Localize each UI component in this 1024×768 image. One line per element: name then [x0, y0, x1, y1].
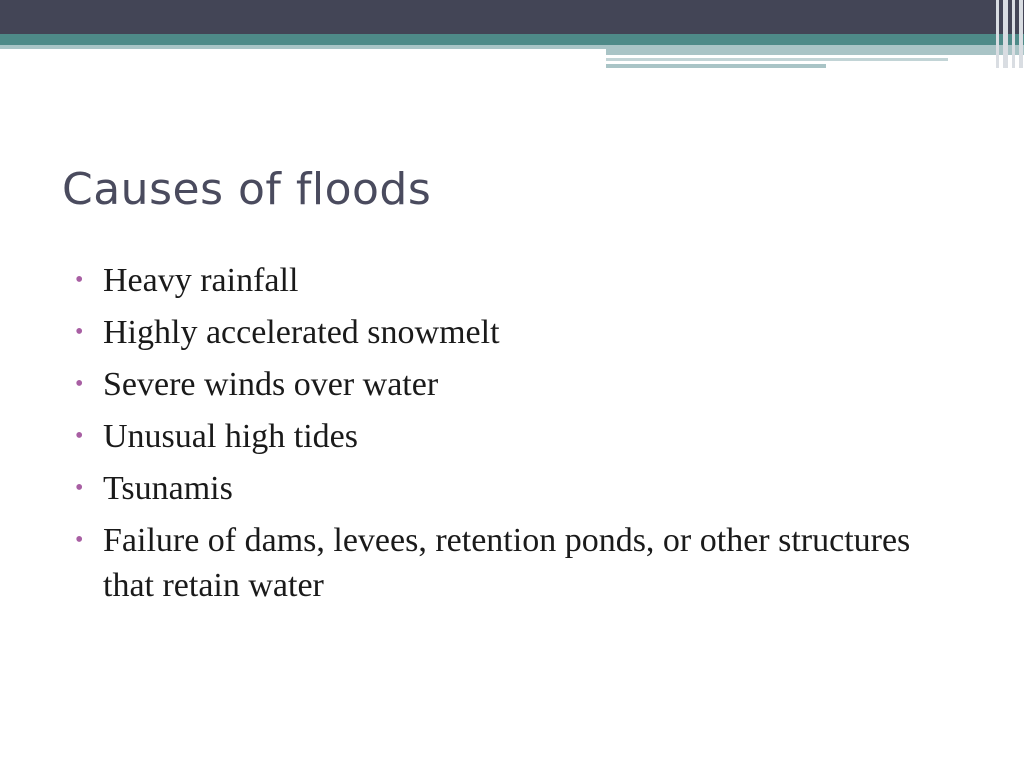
stripe [1019, 0, 1023, 68]
header-rule-thin [606, 58, 948, 61]
bullet-item [75, 362, 935, 407]
stripe [996, 0, 999, 68]
stripe [1003, 0, 1008, 68]
bullet-dot-icon: • [75, 319, 84, 345]
bullet-text: Highly accelerated snowmelt [103, 314, 500, 351]
bullet-text: Heavy rainfall [103, 262, 299, 299]
header-band-light-left [0, 45, 606, 49]
bullet-dot-icon: • [75, 475, 84, 501]
header-rule-short [606, 64, 826, 68]
stripe [1012, 0, 1015, 68]
bullet-item [75, 518, 935, 608]
header-band-dark [0, 0, 1024, 34]
bullet-text: Tsunamis [103, 470, 233, 507]
bullet-item [75, 466, 935, 511]
header-band-light-right [606, 45, 1024, 55]
header-band-teal [0, 34, 1024, 45]
slide-title: Causes of floods [62, 164, 432, 215]
bullet-text: Failure of dams, levees, retention ponds, or other structures that retain water [103, 522, 911, 604]
bullet-text: Unusual high tides [103, 418, 358, 455]
bullet-text: Severe winds over water [103, 366, 439, 403]
bullet-dot-icon: • [75, 371, 84, 397]
bullet-dot-icon: • [75, 267, 84, 293]
bullet-item [75, 258, 935, 303]
bullet-item [75, 414, 935, 459]
bullet-item [75, 310, 935, 355]
bullet-dot-icon: • [75, 527, 84, 553]
bullet-dot-icon: • [75, 423, 84, 449]
header-vertical-stripes [994, 0, 1024, 68]
bullet-list [75, 258, 935, 615]
